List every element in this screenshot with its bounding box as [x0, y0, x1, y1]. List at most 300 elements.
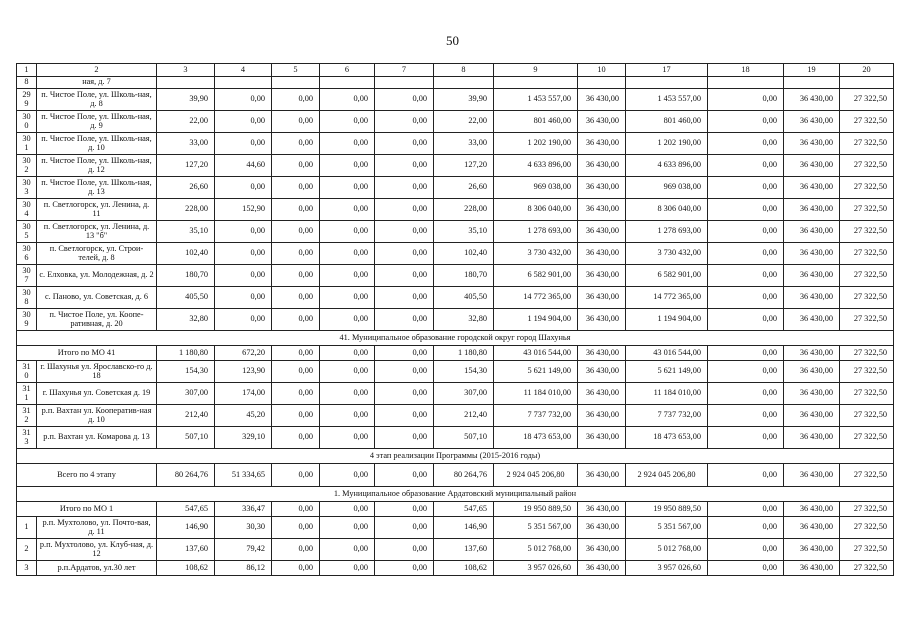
value-cell: 1 194 904,00 [494, 309, 578, 331]
value-cell: 36 430,00 [578, 517, 626, 539]
value-cell: 7 737 732,00 [626, 405, 708, 427]
value-cell: 36 430,00 [784, 502, 840, 517]
value-cell: 36 430,00 [784, 405, 840, 427]
value-cell [434, 77, 494, 89]
column-header: 9 [494, 64, 578, 77]
row-number: 3 [17, 561, 37, 576]
value-cell: 0,00 [708, 111, 784, 133]
address-cell: п. Чистое Поле, ул. Школь-ная, д. 10 [37, 133, 157, 155]
value-cell: 0,00 [272, 177, 320, 199]
value-cell: 5 012 768,00 [626, 539, 708, 561]
value-cell: 2 924 045 206,80 [494, 464, 578, 487]
row-number: 30 2 [17, 155, 37, 177]
value-cell: 8 306 040,00 [626, 199, 708, 221]
value-cell: 0,00 [320, 427, 375, 449]
value-cell: 36 430,00 [578, 243, 626, 265]
value-cell: 0,00 [708, 561, 784, 576]
value-cell: 0,00 [320, 265, 375, 287]
value-cell: 307,00 [434, 383, 494, 405]
value-cell: 507,10 [434, 427, 494, 449]
value-cell: 0,00 [320, 199, 375, 221]
value-cell: 27 322,50 [840, 177, 894, 199]
value-cell: 0,00 [215, 287, 272, 309]
value-cell: 5 012 768,00 [494, 539, 578, 561]
value-cell: 36 430,00 [578, 155, 626, 177]
value-cell: 0,00 [272, 287, 320, 309]
value-cell: 36 430,00 [578, 199, 626, 221]
table-row [17, 199, 894, 221]
value-cell: 27 322,50 [840, 539, 894, 561]
value-cell: 36 430,00 [784, 309, 840, 331]
address-cell: п. Светлогорск, ул. Ленина, д. 13 "б" [37, 221, 157, 243]
table-row [17, 133, 894, 155]
column-header: 18 [708, 64, 784, 77]
value-cell: 27 322,50 [840, 346, 894, 361]
value-cell: 0,00 [272, 464, 320, 487]
row-number: 31 3 [17, 427, 37, 449]
address-cell: р.п. Вахтан ул. Комарова д. 13 [37, 427, 157, 449]
value-cell: 1 453 557,00 [494, 89, 578, 111]
value-cell: 0,00 [272, 111, 320, 133]
value-cell: 36 430,00 [784, 287, 840, 309]
column-header: 17 [626, 64, 708, 77]
value-cell: 27 322,50 [840, 464, 894, 487]
value-cell: 0,00 [708, 133, 784, 155]
table-row [17, 517, 894, 539]
address-cell: п. Чистое Поле, ул. Школь-ная, д. 8 [37, 89, 157, 111]
value-cell: 0,00 [320, 464, 375, 487]
value-cell: 801 460,00 [494, 111, 578, 133]
value-cell: 0,00 [272, 502, 320, 517]
table-row [17, 77, 894, 89]
value-cell: 0,00 [375, 427, 434, 449]
value-cell: 0,00 [215, 89, 272, 111]
value-cell: 0,00 [272, 89, 320, 111]
value-cell: 27 322,50 [840, 502, 894, 517]
value-cell [272, 77, 320, 89]
value-cell: 1 180,80 [157, 346, 215, 361]
value-cell: 0,00 [708, 177, 784, 199]
section-row [17, 449, 894, 464]
value-cell [784, 77, 840, 89]
value-cell: 329,10 [215, 427, 272, 449]
value-cell: 0,00 [215, 177, 272, 199]
value-cell [840, 77, 894, 89]
value-cell: 0,00 [375, 502, 434, 517]
row-number: 30 8 [17, 287, 37, 309]
value-cell [157, 77, 215, 89]
table-row [17, 221, 894, 243]
value-cell: 27 322,50 [840, 155, 894, 177]
row-number: 31 0 [17, 361, 37, 383]
total-row [17, 502, 894, 517]
table-row [17, 177, 894, 199]
value-cell: 174,00 [215, 383, 272, 405]
value-cell: 0,00 [320, 155, 375, 177]
value-cell: 0,00 [272, 221, 320, 243]
value-cell: 22,00 [157, 111, 215, 133]
value-cell: 0,00 [708, 502, 784, 517]
column-header: 6 [320, 64, 375, 77]
address-cell: п. Чистое Поле, ул. Школь-ная, д. 9 [37, 111, 157, 133]
value-cell: 154,30 [157, 361, 215, 383]
value-cell: 0,00 [375, 221, 434, 243]
value-cell: 0,00 [272, 309, 320, 331]
value-cell: 0,00 [272, 155, 320, 177]
header-row [17, 64, 894, 77]
value-cell: 36 430,00 [784, 265, 840, 287]
table-row [17, 309, 894, 331]
address-cell: п. Чистое Поле, ул. Коопе-ративная, д. 20 [37, 309, 157, 331]
value-cell: 51 334,65 [215, 464, 272, 487]
value-cell: 36 430,00 [784, 177, 840, 199]
value-cell: 0,00 [708, 89, 784, 111]
value-cell: 3 730 432,00 [626, 243, 708, 265]
value-cell: 80 264,76 [434, 464, 494, 487]
total-row [17, 346, 894, 361]
column-header: 2 [37, 64, 157, 77]
value-cell: 0,00 [320, 361, 375, 383]
value-cell: 146,90 [157, 517, 215, 539]
value-cell: 36 430,00 [784, 89, 840, 111]
value-cell: 5 351 567,00 [626, 517, 708, 539]
value-cell: 3 957 026,60 [626, 561, 708, 576]
value-cell: 36 430,00 [784, 221, 840, 243]
total-label: Итого по МО 41 [17, 346, 157, 361]
value-cell: 11 184 010,00 [494, 383, 578, 405]
value-cell: 27 322,50 [840, 111, 894, 133]
value-cell: 39,90 [157, 89, 215, 111]
value-cell: 228,00 [157, 199, 215, 221]
value-cell: 1 453 557,00 [626, 89, 708, 111]
value-cell: 44,60 [215, 155, 272, 177]
row-number: 30 1 [17, 133, 37, 155]
value-cell: 36 430,00 [578, 111, 626, 133]
value-cell [215, 77, 272, 89]
address-cell: р.п. Вахтан ул. Кооператив-ная д. 10 [37, 405, 157, 427]
value-cell [320, 77, 375, 89]
section-row [17, 487, 894, 502]
value-cell: 36 430,00 [578, 265, 626, 287]
value-cell: 672,20 [215, 346, 272, 361]
value-cell: 969 038,00 [494, 177, 578, 199]
value-cell: 1 202 190,00 [494, 133, 578, 155]
value-cell: 2 924 045 206,80 [626, 464, 708, 487]
value-cell: 33,00 [157, 133, 215, 155]
value-cell: 0,00 [708, 517, 784, 539]
value-cell: 36 430,00 [578, 405, 626, 427]
value-cell: 152,90 [215, 199, 272, 221]
value-cell: 0,00 [320, 561, 375, 576]
value-cell: 27 322,50 [840, 221, 894, 243]
value-cell: 0,00 [272, 346, 320, 361]
value-cell: 8 306 040,00 [494, 199, 578, 221]
value-cell: 0,00 [272, 243, 320, 265]
value-cell: 0,00 [708, 539, 784, 561]
value-cell: 228,00 [434, 199, 494, 221]
value-cell: 969 038,00 [626, 177, 708, 199]
value-cell: 127,20 [157, 155, 215, 177]
value-cell: 405,50 [434, 287, 494, 309]
value-cell: 0,00 [708, 427, 784, 449]
row-number: 2 [17, 539, 37, 561]
value-cell: 43 016 544,00 [494, 346, 578, 361]
value-cell: 0,00 [320, 502, 375, 517]
value-cell: 19 950 889,50 [626, 502, 708, 517]
value-cell: 0,00 [708, 221, 784, 243]
value-cell: 137,60 [434, 539, 494, 561]
row-number: 31 1 [17, 383, 37, 405]
value-cell: 36 430,00 [578, 133, 626, 155]
value-cell: 0,00 [272, 361, 320, 383]
value-cell: 180,70 [434, 265, 494, 287]
value-cell: 36 430,00 [578, 177, 626, 199]
value-cell: 0,00 [320, 539, 375, 561]
value-cell: 27 322,50 [840, 361, 894, 383]
value-cell: 0,00 [320, 517, 375, 539]
value-cell: 1 180,80 [434, 346, 494, 361]
value-cell: 14 772 365,00 [494, 287, 578, 309]
value-cell: 86,12 [215, 561, 272, 576]
value-cell: 36 430,00 [578, 89, 626, 111]
table-row [17, 539, 894, 561]
value-cell: 22,00 [434, 111, 494, 133]
value-cell: 127,20 [434, 155, 494, 177]
value-cell: 35,10 [157, 221, 215, 243]
value-cell: 1 278 693,00 [494, 221, 578, 243]
row-number: 29 9 [17, 89, 37, 111]
value-cell: 108,62 [434, 561, 494, 576]
value-cell: 26,60 [434, 177, 494, 199]
value-cell: 507,10 [157, 427, 215, 449]
value-cell: 36 430,00 [784, 346, 840, 361]
value-cell: 0,00 [215, 111, 272, 133]
value-cell: 36 430,00 [784, 517, 840, 539]
value-cell: 0,00 [375, 361, 434, 383]
value-cell: 36 430,00 [784, 111, 840, 133]
value-cell: 1 278 693,00 [626, 221, 708, 243]
value-cell: 27 322,50 [840, 561, 894, 576]
value-cell: 5 621 149,00 [626, 361, 708, 383]
value-cell: 36 430,00 [784, 155, 840, 177]
value-cell: 102,40 [157, 243, 215, 265]
row-number: 31 2 [17, 405, 37, 427]
value-cell: 0,00 [375, 383, 434, 405]
value-cell: 36 430,00 [578, 361, 626, 383]
value-cell: 0,00 [708, 155, 784, 177]
value-cell: 27 322,50 [840, 405, 894, 427]
value-cell: 180,70 [157, 265, 215, 287]
value-cell: 27 322,50 [840, 133, 894, 155]
value-cell: 36 430,00 [578, 309, 626, 331]
value-cell: 36 430,00 [784, 383, 840, 405]
value-cell: 405,50 [157, 287, 215, 309]
address-cell: г. Шахунья ул. Ярославско-го д. 18 [37, 361, 157, 383]
data-table [16, 63, 894, 576]
value-cell: 39,90 [434, 89, 494, 111]
value-cell: 154,30 [434, 361, 494, 383]
value-cell: 0,00 [272, 199, 320, 221]
value-cell [626, 77, 708, 89]
table-row [17, 405, 894, 427]
value-cell: 0,00 [375, 243, 434, 265]
value-cell: 0,00 [708, 199, 784, 221]
total-label: Итого по МО 1 [17, 502, 157, 517]
value-cell: 336,47 [215, 502, 272, 517]
section-row [17, 331, 894, 346]
value-cell: 36 430,00 [784, 464, 840, 487]
value-cell: 79,42 [215, 539, 272, 561]
value-cell: 27 322,50 [840, 517, 894, 539]
address-cell: с. Паново, ул. Советская, д. 6 [37, 287, 157, 309]
total-row [17, 464, 894, 487]
value-cell: 0,00 [375, 265, 434, 287]
value-cell: 0,00 [272, 517, 320, 539]
value-cell: 32,80 [157, 309, 215, 331]
value-cell: 19 950 889,50 [494, 502, 578, 517]
value-cell: 5 351 567,00 [494, 517, 578, 539]
value-cell: 3 730 432,00 [494, 243, 578, 265]
value-cell: 18 473 653,00 [626, 427, 708, 449]
value-cell: 0,00 [375, 177, 434, 199]
value-cell: 27 322,50 [840, 199, 894, 221]
row-number: 30 7 [17, 265, 37, 287]
table-row [17, 155, 894, 177]
value-cell: 27 322,50 [840, 383, 894, 405]
value-cell: 0,00 [215, 243, 272, 265]
value-cell: 0,00 [375, 89, 434, 111]
value-cell: 0,00 [375, 111, 434, 133]
value-cell: 547,65 [157, 502, 215, 517]
value-cell: 0,00 [215, 309, 272, 331]
value-cell: 0,00 [708, 265, 784, 287]
value-cell: 43 016 544,00 [626, 346, 708, 361]
value-cell: 0,00 [708, 287, 784, 309]
address-cell: р.п. Мухтолово, ул. Клуб-ная, д. 12 [37, 539, 157, 561]
column-header: 3 [157, 64, 215, 77]
value-cell: 36 430,00 [784, 361, 840, 383]
value-cell: 36 430,00 [578, 287, 626, 309]
column-header: 19 [784, 64, 840, 77]
column-header: 8 [434, 64, 494, 77]
value-cell [708, 77, 784, 89]
value-cell: 36 430,00 [578, 383, 626, 405]
value-cell: 33,00 [434, 133, 494, 155]
value-cell: 0,00 [272, 427, 320, 449]
column-header: 1 [17, 64, 37, 77]
value-cell: 3 957 026,60 [494, 561, 578, 576]
table-row [17, 89, 894, 111]
value-cell: 0,00 [320, 111, 375, 133]
value-cell: 0,00 [272, 265, 320, 287]
value-cell [578, 77, 626, 89]
value-cell: 0,00 [320, 89, 375, 111]
value-cell: 36 430,00 [578, 427, 626, 449]
value-cell: 0,00 [215, 265, 272, 287]
value-cell: 0,00 [375, 464, 434, 487]
value-cell: 0,00 [320, 287, 375, 309]
value-cell: 6 582 901,00 [626, 265, 708, 287]
column-header: 10 [578, 64, 626, 77]
row-number: 30 5 [17, 221, 37, 243]
value-cell: 7 737 732,00 [494, 405, 578, 427]
value-cell: 36 430,00 [784, 561, 840, 576]
value-cell: 36 430,00 [578, 346, 626, 361]
address-cell: р.п.Ардатов, ул.30 лет [37, 561, 157, 576]
value-cell: 0,00 [272, 383, 320, 405]
value-cell: 0,00 [375, 539, 434, 561]
value-cell: 36 430,00 [784, 539, 840, 561]
value-cell: 1 194 904,00 [626, 309, 708, 331]
row-number: 30 6 [17, 243, 37, 265]
value-cell: 0,00 [375, 155, 434, 177]
table-row [17, 243, 894, 265]
address-cell: г. Шахунья ул. Советская д. 19 [37, 383, 157, 405]
value-cell: 0,00 [375, 133, 434, 155]
value-cell: 0,00 [375, 309, 434, 331]
section-title: 4 этап реализации Программы (2015-2016 годы) [17, 449, 894, 464]
value-cell: 212,40 [157, 405, 215, 427]
value-cell: 14 772 365,00 [626, 287, 708, 309]
value-cell: 27 322,50 [840, 309, 894, 331]
value-cell: 0,00 [375, 199, 434, 221]
column-header: 4 [215, 64, 272, 77]
value-cell: 146,90 [434, 517, 494, 539]
value-cell: 0,00 [320, 346, 375, 361]
column-header: 7 [375, 64, 434, 77]
value-cell: 801 460,00 [626, 111, 708, 133]
value-cell: 0,00 [320, 383, 375, 405]
value-cell: 36 430,00 [784, 199, 840, 221]
value-cell: 32,80 [434, 309, 494, 331]
address-cell: ная, д. 7 [37, 77, 157, 89]
value-cell: 307,00 [157, 383, 215, 405]
table-row [17, 361, 894, 383]
table-row [17, 265, 894, 287]
value-cell: 0,00 [375, 287, 434, 309]
value-cell: 0,00 [272, 561, 320, 576]
address-cell: с. Елховка, ул. Молодежная, д. 2 [37, 265, 157, 287]
value-cell: 36 430,00 [578, 561, 626, 576]
address-cell: п. Светлогорск, ул. Строи-телей, д. 8 [37, 243, 157, 265]
row-number: 30 4 [17, 199, 37, 221]
value-cell: 212,40 [434, 405, 494, 427]
value-cell: 108,62 [157, 561, 215, 576]
address-cell: п. Чистое Поле, ул. Школь-ная, д. 13 [37, 177, 157, 199]
value-cell: 45,20 [215, 405, 272, 427]
value-cell: 123,90 [215, 361, 272, 383]
value-cell: 0,00 [375, 517, 434, 539]
value-cell: 36 430,00 [578, 539, 626, 561]
value-cell: 0,00 [320, 405, 375, 427]
value-cell: 27 322,50 [840, 89, 894, 111]
value-cell: 30,30 [215, 517, 272, 539]
table-row [17, 111, 894, 133]
column-header: 5 [272, 64, 320, 77]
value-cell: 36 430,00 [578, 464, 626, 487]
value-cell: 0,00 [320, 309, 375, 331]
value-cell: 36 430,00 [784, 427, 840, 449]
value-cell: 0,00 [272, 133, 320, 155]
value-cell: 36 430,00 [784, 133, 840, 155]
value-cell: 547,65 [434, 502, 494, 517]
value-cell: 0,00 [708, 243, 784, 265]
value-cell: 27 322,50 [840, 265, 894, 287]
section-title: 1. Муниципальное образование Ардатовский муниципальный район [17, 487, 894, 502]
section-title: 41. Муниципальное образование городской округ город Шахунья [17, 331, 894, 346]
value-cell: 6 582 901,00 [494, 265, 578, 287]
address-cell: р.п. Мухтолово, ул. Почто-вая, д. 11 [37, 517, 157, 539]
